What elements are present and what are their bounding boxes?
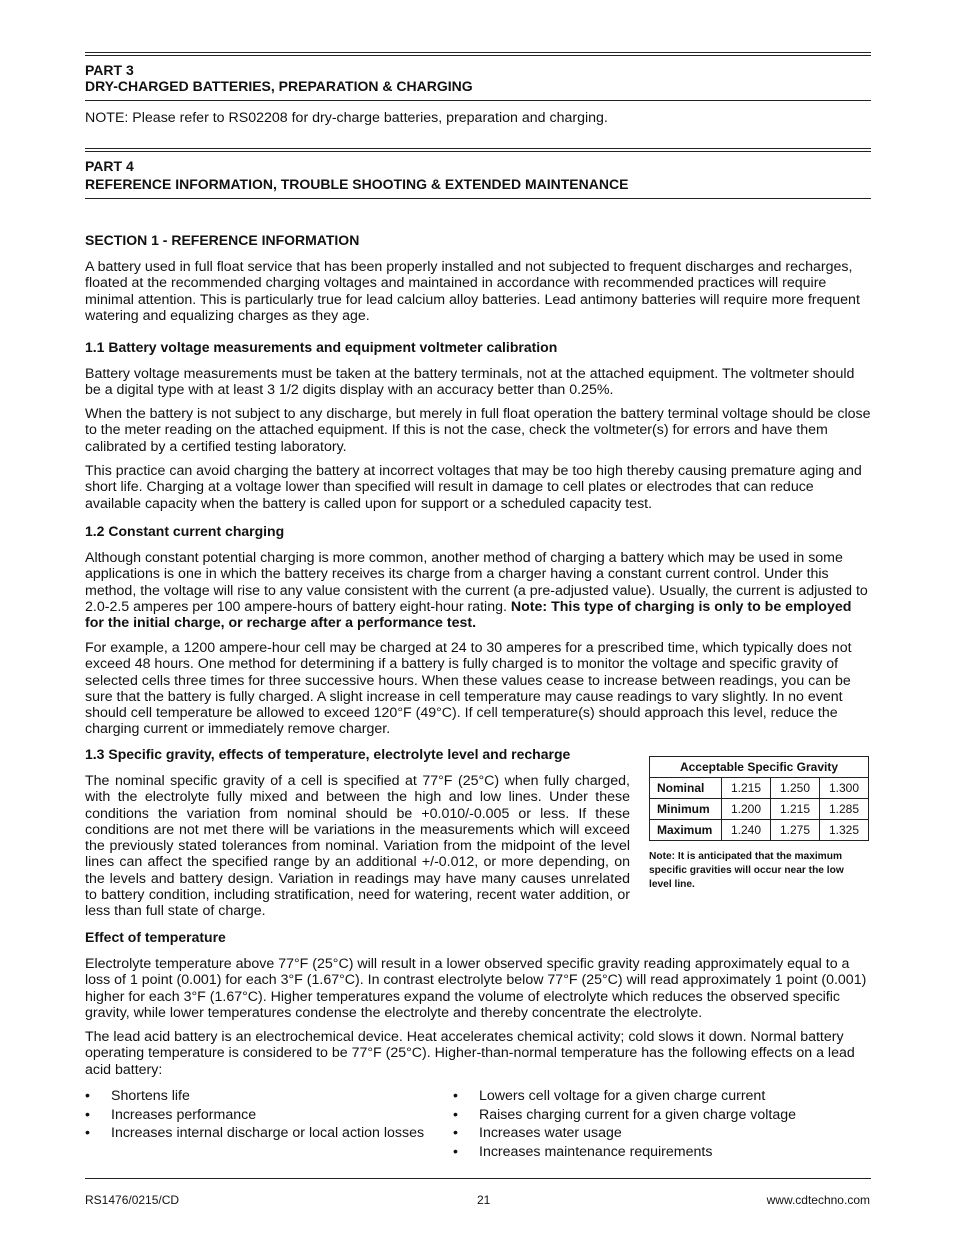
s12-paragraph-1-text: Although constant potential charging is more common, another method of charging a battery which may be used in some applications is one in which the battery receives its charge from a charger having a constant current control. Under this method, the voltage will rise to any value consistent with the current (a pre-adjusted value). Usually, the current is adjusted to 2.0-2.5 amperes per 100 ampere-hours of battery eight-hour rating. [85,550,868,615]
list-item-text: Lowers cell voltage for a given charge current [479,1088,766,1104]
part3-title: DRY-CHARGED BATTERIES, PREPARATION & CHARGING [85,78,473,94]
part3-bottom-rule [85,100,871,101]
table-cell: 1.250 [771,778,820,799]
bullet-icon: • [453,1143,458,1160]
bullet-icon: • [85,1125,90,1141]
part3-top-rule-2 [85,55,871,56]
table-cell: 1.240 [722,820,771,841]
temperature-heading: Effect of temperature [85,929,226,945]
list-item [85,1106,451,1125]
s13-heading: 1.3 Specific gravity, effects of temperature, electrolyte level and recharge [85,746,571,762]
list-item [85,1087,451,1106]
list-item-text: Increases internal discharge or local action losses [111,1125,425,1141]
table-cell: 1.275 [771,820,820,841]
part3-note: NOTE: Please refer to RS02208 for dry-charge batteries, preparation and charging. [85,110,608,126]
table-cell: 1.325 [820,820,869,841]
s11-heading: 1.1 Battery voltage measurements and equipment voltmeter calibration [85,339,558,355]
list-item [85,1124,451,1143]
bullet-icon: • [453,1106,458,1123]
table-cell: 1.215 [771,799,820,820]
s12-paragraph-1 [85,550,871,631]
table-header-row [650,757,869,778]
right-bullet-list [453,1087,871,1161]
list-item-text: Increases water usage [479,1125,622,1141]
part4-label: PART 4 [85,158,134,174]
table-cell: 1.300 [820,778,869,799]
part3-top-rule [85,52,871,53]
row-label-nominal: Nominal [650,778,722,799]
part4-bottom-rule [85,198,871,199]
list-item-text: Raises charging current for a given charge voltage [479,1106,797,1123]
specific-gravity-table-block [649,756,870,892]
table-row [650,799,869,820]
table-note: Note: It is anticipated that the maximum specific gravities will occur near the low level line. [649,851,844,890]
temperature-paragraph-2: The lead acid battery is an electrochemical device. Heat accelerates chemical activity; cold slows it down. Normal battery operating temperature is considered to be 77°F (25°C). Higher-than-normal temperature has the following effects on a lead acid battery: [85,1029,855,1078]
section1-intro: A battery used in full float service that has been properly installed and not subjected to frequent discharges and recharges, floated at the recommended charging voltages and maintained in accordance with recommended practices will require minimal attention. This is particularly true for lead calcium alloy batteries. Lead antimony batteries will require more frequent watering and equalizing charges as they age. [85,259,860,324]
table-title: Acceptable Specific Gravity [650,757,869,778]
part3-label: PART 3 [85,62,134,78]
list-item-text: Shortens life [111,1088,190,1104]
bullet-icon: • [453,1088,458,1104]
row-label-minimum: Minimum [650,799,722,820]
temperature-paragraph-1: Electrolyte temperature above 77°F (25°C) will result in a lower observed specific gravity reading approximately equal to a loss of 1 point (0.001) for each 3°F (1.67°C). In contrast electrolyte below 77°F (25°C) will read approximately 1 point (0.001) higher for each 3°F (1.67°C). Higher temperatures expand the volume of electrolyte which reduces the observed specific gravity, while lower temperatures condense the electrolyte and thereby concentrate the electrolyte. [85,956,867,1021]
footer-url[interactable]: www.cdtechno.com [766,1193,870,1207]
table-row [650,778,869,799]
list-item [453,1087,871,1106]
list-item [453,1124,871,1143]
part4-top-rule-2 [85,151,871,152]
list-item [453,1106,871,1125]
list-item-text: Increases maintenance requirements [479,1143,713,1160]
s13-paragraph-1: The nominal specific gravity of a cell is specified at 77°F (25°C) when fully charged, with the electrolyte fully mixed and between the high and low lines. Under these conditions the variation from nominal should be +0.010/-0.005 or less. If these conditions are not met there will be variations in the measurements which will exceed the previously stated tolerances from nominal. Variation from the midpoint of the level lines can affect the specified range by an additional +/-0.012, or more depending, on the levels and battery design. Variation in readings may have many causes unrelated to battery condition, including stratification, need for watering, recent water addition, or less than full state of charge. [85,773,630,920]
s11-paragraph-3: This practice can avoid charging the battery at incorrect voltages that may be too high thereby causing premature aging and short life. Charging at a voltage lower than specified will result in damage to cell plates or electrodes that can reduce available capacity when the battery is called upon for support or a scheduled capacity test. [85,463,862,512]
table-cell: 1.285 [820,799,869,820]
section1-heading: SECTION 1 - REFERENCE INFORMATION [85,232,360,248]
bullet-icon: • [85,1088,90,1104]
row-label-maximum: Maximum [650,820,722,841]
s12-heading: 1.2 Constant current charging [85,523,285,539]
part4-top-rule [85,148,871,149]
table-cell: 1.200 [722,799,771,820]
bullet-icon: • [453,1125,458,1141]
s12-paragraph-1-bold-note: Note: This type of charging is only to be employed for the initial charge, or recharge after a performance test. [85,598,852,632]
table-cell: 1.215 [722,778,771,799]
list-item [453,1143,871,1162]
bullet-icon: • [85,1106,90,1123]
s12-paragraph-2: For example, a 1200 ampere-hour cell may be charged at 24 to 30 amperes for a prescribed time, which typically does not exceed 48 hours. One method for determining if a battery is fully charged is to monitor the voltage and specific gravity of selected cells three times for three successive hours. When these values cease to increase between readings, you can be sure that the battery is fully charged. A slight increase in cell temperature may cause readings to vary slightly. In no event should cell temperature be allowed to exceed 120°F (49°C). If cell temperature(s) should approach this level, reduce the charging current or immediately remove charger. [85,640,852,738]
footer-rule [85,1178,871,1179]
footer-doc-id: RS1476/0215/CD [85,1193,180,1207]
part4-title: REFERENCE INFORMATION, TROUBLE SHOOTING & EXTENDED MAINTENANCE [85,176,629,192]
footer-page-number: 21 [477,1193,491,1207]
specific-gravity-table [649,756,869,841]
list-item-text: Increases performance [111,1106,257,1123]
s11-paragraph-1: Battery voltage measurements must be taken at the battery terminals, not at the attached equipment. The voltmeter should be a digital type with at least 3 1/2 digits display with an accuracy better than 0.25%. [85,366,855,399]
table-row [650,820,869,841]
left-bullet-list [85,1087,451,1143]
s11-paragraph-2: When the battery is not subject to any discharge, but merely in full float operation the battery terminal voltage should be close to the meter reading on the attached equipment. If this is not the case, check the voltmeter(s) for errors and have them calibrated by a certified testing laboratory. [85,406,871,455]
